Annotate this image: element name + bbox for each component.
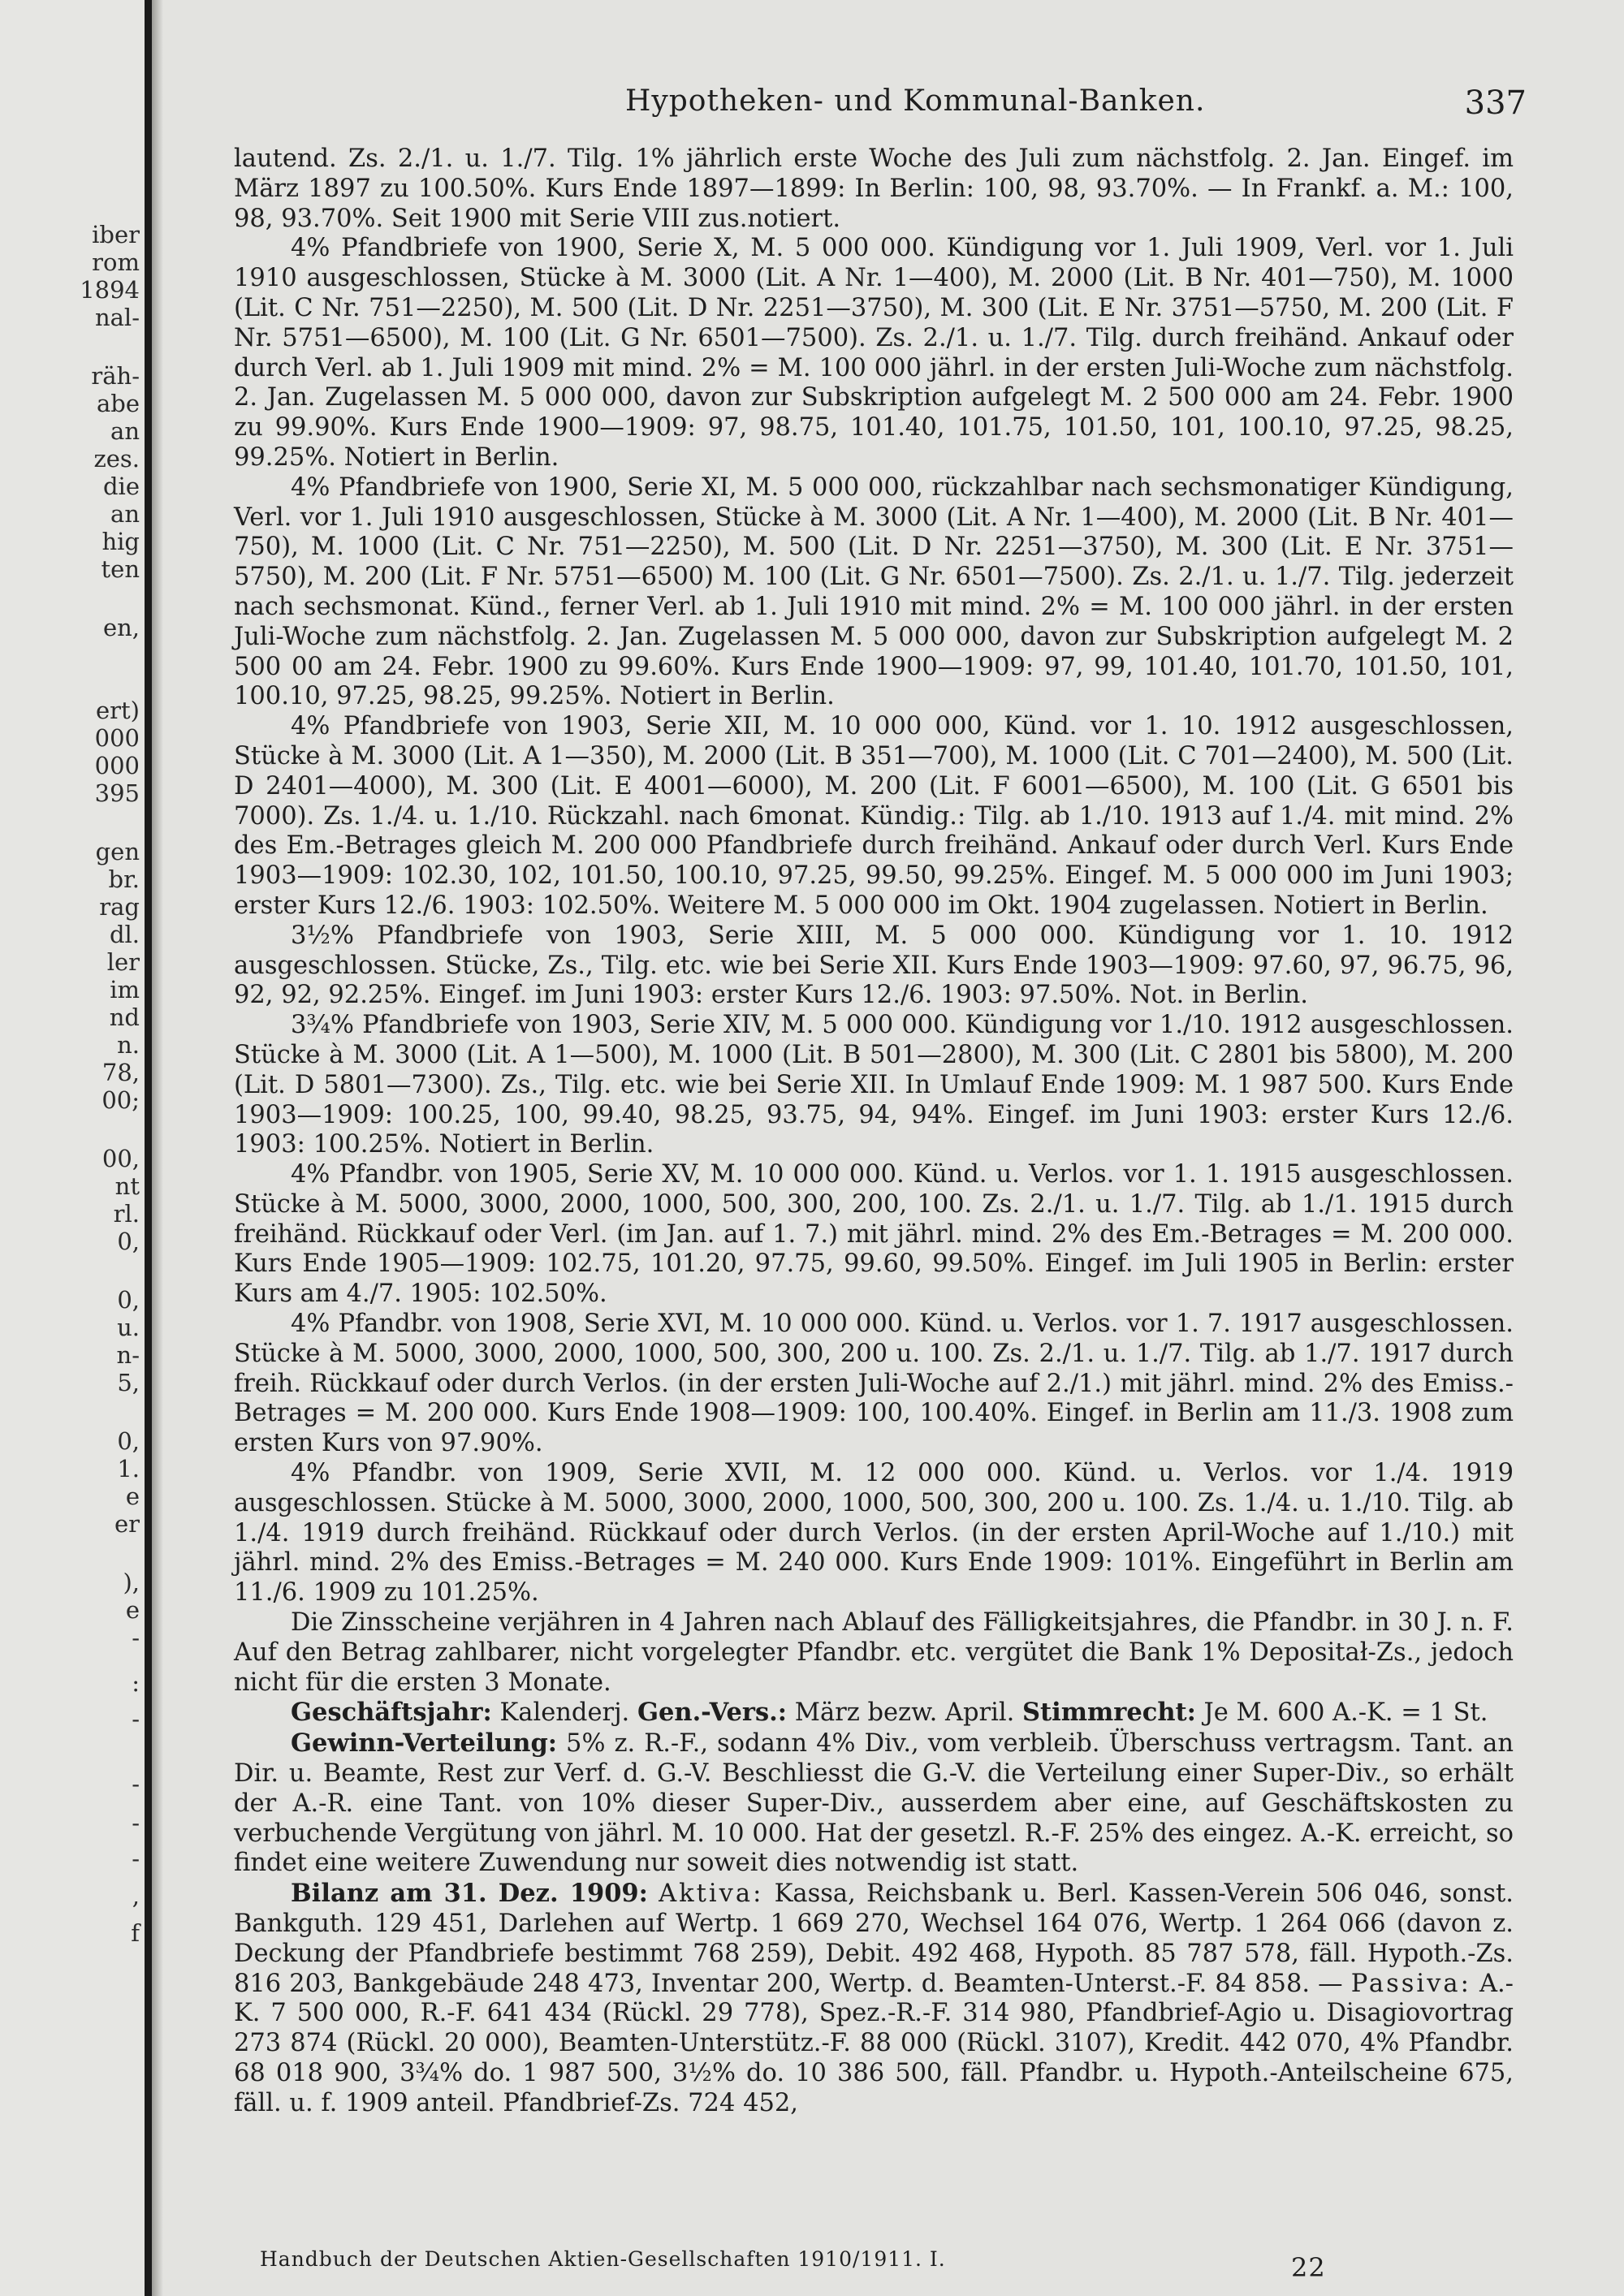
margin-fragment: 000 [94, 724, 140, 752]
margin-fragment: ert) [96, 697, 140, 724]
paragraph [234, 145, 1514, 234]
adjacent-page-margin [0, 0, 146, 2296]
margin-fragment: die [102, 473, 140, 500]
paragraph-text: Die Zinsscheine verjähren in 4 Jahren nach Ablauf des Fälligkeitsjahres, die Pfandbr. in 30 J. n. F. Auf den Betrag zahlbarer, nicht vorgelegter Pfandbr. etc. vergütet die Bank 1% Depositał-Zs., jedoch nicht für die ersten 3 Monate. [234, 1608, 1514, 1697]
margin-fragment: 78, [102, 1059, 140, 1086]
paragraph-text: A.-K. 7 500 000, R.-F. 641 434 (Rückl. 29 778), Spez.-R.-F. 314 980, Pfandbrief-Agio u. Disagiovortrag 273 874 (Rückl. 20 000), Beamten-Unterstütz.-F. 88 000 (Rückl. 3107), Kredit. 442 070, 4% Pfandbr. 68 018 900, 3¾% do. 1 987 500, 3½% do. 10 386 500, fäll. Pfandbr. u. Hypoth.-Anteilscheine 675, fäll. u. f. 1909 anteil. Pfandbrief-Zs. 724 452, [234, 1969, 1514, 2117]
page-number: 337 [1464, 84, 1527, 122]
margin-fragment: ler [106, 948, 140, 976]
margin-fragment: dl. [109, 921, 140, 948]
margin-fragment: e [125, 1482, 140, 1510]
spaced-label: Aktiva: [659, 1880, 764, 1909]
paragraph-text: 3½% Pfandbriefe von 1903, Serie XIII, M. 5 000 000. Kündigung vor 1. 10. 1912 ausgeschlossen. Stücke, Zs., Tilg. etc. wie bei Serie XII. Kurs Ende 1903—1909: 97.60, 97, 96.75, 96, 92, 92, 92.25%. Eingef. im Juni 1903: erster Kurs 12./6. 1903: 97.50%. Not. in Berlin. [234, 921, 1514, 1010]
paragraph-text: lautend. Zs. 2./1. u. 1./7. Tilg. 1% jährlich erste Woche des Juli zum nächstfolg. 2. Jan. Eingef. im März 1897 zu 100.50%. Kurs Ende 1897—1899: In Berlin: 100, 98, 93.70%. — In Frankf. a. M.: 100, 98, 93.70%. Seit 1900 mit Serie VIII zus.notiert. [234, 145, 1514, 233]
margin-fragment: br. [108, 865, 140, 893]
margin-fragment: en, [102, 614, 140, 641]
margin-fragment: iber [92, 221, 140, 248]
margin-fragment: 395 [94, 779, 140, 807]
margin-fragment: , [132, 1882, 140, 1910]
margin-fragment: rom [92, 248, 140, 276]
margin-fragment: n- [116, 1341, 140, 1369]
margin-fragment: hig [102, 528, 140, 555]
margin-fragment: 1894 [80, 276, 140, 304]
paragraph [234, 1310, 1514, 1459]
paragraph-text [648, 1880, 659, 1908]
margin-fragment: ten [101, 555, 140, 583]
section-heading: Geschäftsjahr: [291, 1698, 492, 1728]
margin-fragment: e [125, 1596, 140, 1624]
paragraph-text: 4% Pfandbr. von 1909, Serie XVII, M. 12 000 000. Künd. u. Verlos. vor 1./4. 1919 ausgeschlossen. Stücke à M. 5000, 3000, 2000, 1000, 500, 300, 200 u. 100. Zs. 1./4. u. 1./10. Tilg. ab 1./4. 1919 durch freihänd. Rückkauf oder durch Verlos. (in der ersten April-Woche auf 1./10.) mit jährl. mind. 2% des Emiss.-Betrages = M. 240 000. Kurs Ende 1909: 101%. Eingeführt in Berlin am 11./6. 1909 zu 101.25%. [234, 1459, 1514, 1608]
margin-fragment: : [132, 1669, 140, 1697]
margin-fragment: ), [123, 1569, 140, 1596]
paragraph [234, 1728, 1514, 1879]
margin-fragment: - [132, 1770, 140, 1798]
spaced-label: Passiva: [1350, 1969, 1471, 1998]
margin-fragment: 1. [117, 1455, 140, 1482]
paragraph-text: 4% Pfandbr. von 1908, Serie XVI, M. 10 000 000. Künd. u. Verlos. vor 1. 7. 1917 ausgeschlossen. Stücke à M. 5000, 3000, 2000, 1000, 500, 300, 200 u. 100. Zs. 2./1. u. 1./7. Tilg. ab 1./7. 1917 durch freih. Rückkauf oder durch Verlos. (in der ersten Juli-Woche auf 2./1.) mit jährl. mind. 2% des Emiss.-Betrages = M. 200 000. Kurs Ende 1908—1909: 100, 100.40%. Eingef. in Berlin am 11./3. 1908 zum ersten Kurs von 97.90%. [234, 1310, 1514, 1458]
signature-mark: 22 [1291, 2252, 1326, 2283]
paragraph-text: 4% Pfandbr. von 1905, Serie XV, M. 10 000 000. Künd. u. Verlos. vor 1. 1. 1915 ausgeschlossen. Stücke à M. 5000, 3000, 2000, 1000, 500, 300, 200, 100. Zs. 2./1. u. 1./7. Tilg. ab 1./1. 1915 durch freihänd. Rückkauf oder Verl. (im Jan. auf 1. 7.) mit jährl. mind. 2% des Em.-Betrages = M. 200 000. Kurs Ende 1905—1909: 102.75, 101.20, 97.75, 99.60, 99.50%. Eingef. im Juli 1905 in Berlin: erster Kurs am 4./7. 1905: 102.50%. [234, 1160, 1514, 1309]
paragraph-text: Kalenderj. [491, 1698, 637, 1728]
margin-fragment: nd [109, 1003, 140, 1031]
margin-fragment: nal- [94, 304, 140, 331]
margin-fragment: 0, [117, 1286, 140, 1314]
paragraph-text: Je M. 600 A.-K. = 1 St. [1195, 1698, 1488, 1728]
margin-fragment: an [110, 500, 140, 528]
body-text [234, 145, 1514, 2119]
margin-fragment: - [132, 1624, 140, 1651]
margin-fragment: - [132, 1705, 140, 1733]
margin-fragment: u. [117, 1314, 140, 1341]
paragraph-text: 5% z. R.-F., sodann 4% Div., vom verbleib. Überschuss vertragsm. Tant. an Dir. u. Beamte, Rest zur Verf. d. G.-V. Beschliesst die G.-V. die Verteilung einer Super-Div., so erhält der A.-R. eine Tant. von 10% dieser Super-Div., ausserdem aber eine, auf Geschäftskosten zu verbuchende Vergütung von jährl. M. 10 000. Hat der gesetzl. R.-F. 25% des eingez. A.-K. erreicht, so findet eine weitere Zuwendung nur soweit dies notwendig ist statt. [234, 1729, 1514, 1878]
margin-fragment: 0, [117, 1427, 140, 1455]
paragraph [234, 473, 1514, 712]
paragraph [234, 1160, 1514, 1310]
margin-fragment: f [131, 1919, 140, 1947]
paragraph [234, 1011, 1514, 1160]
margin-fragment: rl. [113, 1200, 140, 1228]
margin-fragment: räh- [91, 362, 140, 390]
paragraph [234, 1459, 1514, 1608]
margin-fragment: gen [95, 838, 140, 865]
paragraph [234, 1698, 1514, 1728]
paragraph-text: Kassa, Reichsbank u. Berl. Kassen-Verein 506 046, sonst. Bankguth. 129 451, Darlehen auf Wertp. 1 669 270, Wechsel 164 076, Wertp. 1 264 066 (davon z. Deckung der Pfandbriefe bestimmt 768 259), Debit. 492 468, Hypoth. 85 787 578, fäll. Hypoth.-Zs. 816 203, Bankgebäude 248 473, Inventar 200, Wertp. d. Beamten-Unterst.-F. 84 858. — [234, 1880, 1514, 1998]
section-heading: Stimmrecht: [1022, 1698, 1196, 1728]
page-header-title: Hypotheken- und Kommunal-Banken. [625, 84, 1206, 118]
margin-fragment: 00; [102, 1086, 140, 1114]
margin-fragment: 00, [102, 1145, 140, 1172]
paragraph-text: 4% Pfandbriefe von 1900, Serie X, M. 5 000 000. Kündigung vor 1. Juli 1909, Verl. vor 1. Juli 1910 ausgeschlossen, Stücke à M. 3000 (Lit. A Nr. 1—400), M. 2000 (Lit. B Nr. 401—750), M. 1000 (Lit. C Nr. 751—2250), M. 500 (Lit. D Nr. 2251—3750), M. 300 (Lit. E Nr. 3751—5750, M. 200 (Lit. F Nr. 5751—6500), M. 100 (Lit. G Nr. 6501—7500). Zs. 2./1. u. 1./7. Tilg. durch freihänd. Ankauf oder durch Verl. ab 1. Juli 1909 mit mind. 2% = M. 100 000 jährl. in der ersten Juli-Woche zum nächstfolg. 2. Jan. Zugelassen M. 5 000 000, davon zur Subskription aufgelegt M. 2 500 000 am 24. Febr. 1900 zu 99.90%. Kurs Ende 1900—1909: 97, 98.75, 101.40, 101.75, 101.50, 101, 100.10, 97.25, 98.25, 99.25%. Notiert in Berlin. [234, 234, 1514, 472]
margin-fragment: 5, [117, 1369, 140, 1396]
paragraph-text: März bezw. April. [787, 1698, 1023, 1728]
section-heading: Gewinn-Verteilung: [291, 1728, 558, 1759]
footer-title: Handbuch der Deutschen Aktien-Gesellschaften 1910/1911. I. [260, 2247, 946, 2271]
margin-fragment: 000 [94, 752, 140, 779]
paragraph [234, 1608, 1514, 1698]
paragraph [234, 921, 1514, 1011]
margin-fragment: zes. [93, 445, 140, 473]
paragraph [234, 712, 1514, 921]
paragraph-text: 3¾% Pfandbriefe von 1903, Serie XIV, M. 5 000 000. Kündigung vor 1./10. 1912 ausgeschlossen. Stücke à M. 3000 (Lit. A 1—500), M. 1000 (Lit. B 501—2800), M. 300 (Lit. C 2801 bis 5800), M. 200 (Lit. D 5801—7300). Zs., Tilg. etc. wie bei Serie XII. In Umlauf Ende 1909: M. 1 987 500. Kurs Ende 1903—1909: 100.25, 100, 99.40, 98.25, 93.75, 94, 94%. Eingef. im Juni 1903: erster Kurs 12./6. 1903: 100.25%. Notiert in Berlin. [234, 1011, 1514, 1159]
section-heading: Gen.-Vers.: [637, 1698, 788, 1728]
margin-fragment: 0, [117, 1228, 140, 1255]
margin-fragment: n. [117, 1031, 140, 1059]
paragraph [234, 234, 1514, 473]
margin-fragment: er [114, 1510, 140, 1538]
paragraph-text: 4% Pfandbriefe von 1900, Serie XI, M. 5 000 000, rückzahlbar nach sechsmonatiger Kündigung, Verl. vor 1. Juli 1910 ausgeschlossen, Stücke à M. 3000 (Lit. A Nr. 1—400), M. 2000 (Lit. B Nr. 401—750), M. 1000 (Lit. C Nr. 751—2250), M. 500 (Lit. D Nr. 2251—3750), M. 300 (Lit. E Nr. 3751—5750), M. 200 (Lit. F Nr. 5751—6500) M. 100 (Lit. G Nr. 6501—7500). Zs. 2./1. u. 1./7. Tilg. jederzeit nach sechsmonat. Künd., ferner Verl. ab 1. Juli 1910 mit mind. 2% = M. 100 000 jährl. in der ersten Juli-Woche zum nächstfolg. 2. Jan. Zugelassen M. 5 000 000, davon zur Subskription aufgelegt M. 2 500 00 am 24. Febr. 1900 zu 99.60%. Kurs Ende 1900—1909: 97, 99, 101.40, 101.70, 101.50, 101, 100.10, 97.25, 98.25, 99.25%. Notiert in Berlin. [234, 473, 1514, 711]
margin-fragment: abe [96, 390, 140, 417]
binding-gutter [145, 0, 152, 2296]
gutter-shadow [152, 0, 163, 2296]
paragraph [234, 1879, 1514, 2118]
section-heading: Bilanz am 31. Dez. 1909: [291, 1879, 648, 1909]
margin-fragment: - [132, 1809, 140, 1836]
margin-fragment: im [110, 976, 140, 1003]
page-footer [260, 2247, 1527, 2283]
margin-fragment: rag [99, 893, 140, 921]
paragraph-text: 4% Pfandbriefe von 1903, Serie XII, M. 10 000 000, Künd. vor 1. 10. 1912 ausgeschlossen, Stücke à M. 3000 (Lit. A 1—350), M. 2000 (Lit. B 351—700), M. 1000 (Lit. C 701—2400), M. 500 (Lit. D 2401—4000), M. 300 (Lit. E 4001—6000), M. 200 (Lit. F 6001—6500), M. 100 (Lit. G 6501 bis 7000). Zs. 1./4. u. 1./10. Rückzahl. nach 6monat. Kündig.: Tilg. ab 1./10. 1913 auf 1./4. mit mind. 2% des Em.-Betrages gleich M. 200 000 Pfandbriefe durch freihänd. Ankauf oder durch Verl. Kurs Ende 1903—1909: 102.30, 102, 101.50, 100.10, 97.25, 99.50, 99.25%. Eingef. M. 5 000 000 im Juni 1903; erster Kurs 12./6. 1903: 102.50%. Weitere M. 5 000 000 im Okt. 1904 zugelassen. Notiert in Berlin. [234, 712, 1514, 920]
margin-fragment: nt [114, 1172, 140, 1200]
margin-fragment: an [110, 417, 140, 445]
running-head [235, 84, 1527, 125]
margin-fragment: - [132, 1845, 140, 1872]
